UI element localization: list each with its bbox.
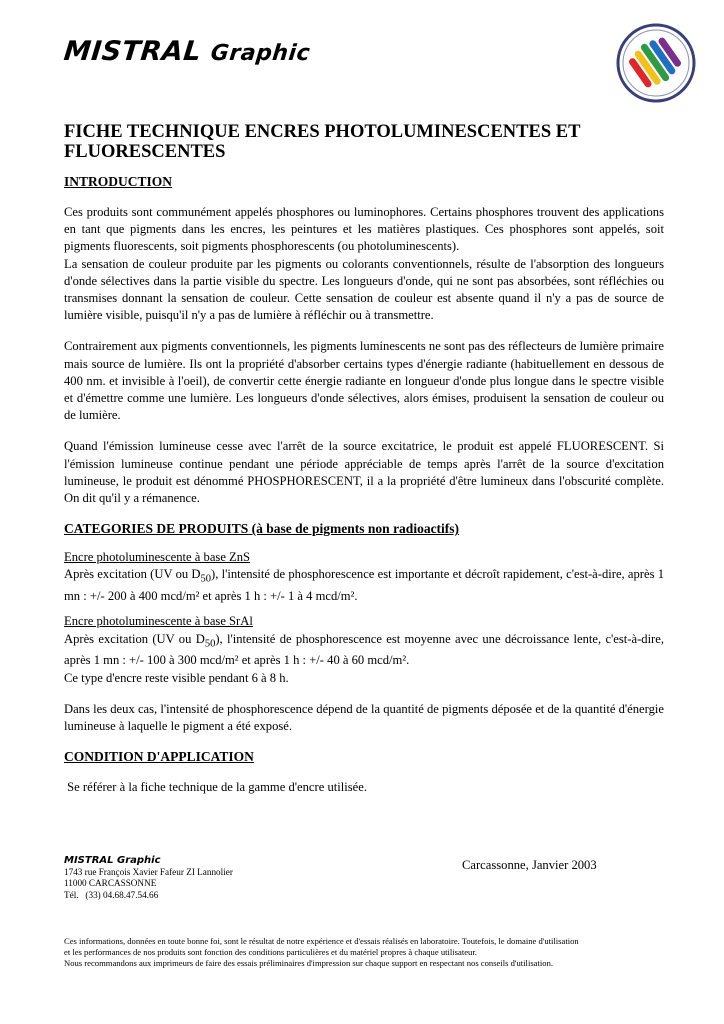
disclaimer (64, 936, 664, 969)
intro-heading: INTRODUCTION (64, 174, 173, 189)
categories-heading-sub: (à base de pigments non radioactifs) (248, 521, 460, 537)
brand-logotype (62, 36, 312, 67)
company-logo-icon (615, 22, 697, 104)
page-title: FICHE TECHNIQUE ENCRES PHOTOLUMINESCENTES ET FLUORESCENTES (64, 122, 581, 162)
categories-heading (64, 521, 664, 537)
intro-paragraph-4: Quand l'émission lumineuse cesse avec l'arrêt de la source excitatrice, le produit est appelé FLUORESCENT. Si l'émission lumineuse continue pendant une période appréciable de temps après l'arrêt de la source d'excitation lumineuse, le produit est dénommé PHOSPHORESCENT, il a la propriété d'être lumineux dans l'obscurité complète. On dit qu'il y a rémanence. (64, 439, 664, 506)
brand-main: MISTRAL (62, 36, 203, 67)
document-body (64, 122, 664, 796)
footer-address-block (64, 855, 233, 901)
footer-brand: MISTRAL Graphic (64, 855, 161, 866)
intro-paragraph-2: La sensation de couleur produite par les pigments ou colorants conventionnels, résulte de l'absorption des longueurs d'onde sélectives dans la partie visible du spectre. Les longueurs d'onde, qui ne sont pas absorbées, sont réfléchies ou transmises donnant la sensation de couleur. Cette sensation de couleur est absente quand il n'y a pas de source de lumière visible, puisqu'il n'y a pas de lumière à réfléchir ou à transmettre. (64, 256, 664, 323)
disclaimer-line-1: Ces informations, données en toute bonne foi, sont le résultat de notre expérience et d'essais réalisés en laboratoire. Toutefois, le domaine d'utilisation (64, 936, 579, 946)
footer-address-line-1: 1743 rue François Xavier Fafeur ZI Lannolier (64, 866, 233, 877)
sral-text-visibility: Ce type d'encre reste visible pendant 6 à 8 h. (64, 670, 289, 685)
footer-address-line-2: 11000 CARCASSONNE (64, 878, 157, 888)
disclaimer-line-2: et les performances de nos produits sont fonction des conditions particulières et du matériel propres à chaque utilisateur. (64, 947, 477, 957)
application-text: Se référer à la fiche technique de la gamme d'encre utilisée. (64, 780, 367, 795)
brand-sub: Graphic (209, 41, 312, 66)
sral-subtitle: Encre photoluminescente à base SrAl (64, 614, 253, 629)
intro-paragraph-1: Ces produits sont communément appelés phosphores ou luminophores. Certains phosphores trouvent des applications en tant que pigments dans les encres, les peintures et les matières plastiques. Ces phosphores sont appelés, soit pigments fluorescents, soit pigments phosphorescents (ou photoluminescents). (64, 205, 664, 254)
footer-phone: Tél. (33) 04.68.47.54.66 (64, 889, 159, 900)
both-cases-paragraph: Dans les deux cas, l'intensité de phosphorescence dépend de la quantité de pigments déposée et de la quantité d'énergie lumineuse à laquelle le pigment a été exposé. (64, 701, 664, 733)
application-heading: CONDITION D'APPLICATION (64, 749, 254, 765)
sral-text: Après excitation (UV ou $D_{50}$), l'intensité de phosphorescence est moyenne avec une décroissance lente, c'est-à-dire, après 1 mn : +/- 100 à 300 mcd/m² et après 1 h : +/- 40 à 60 mcd/m². (64, 631, 664, 668)
disclaimer-line-3: Nous recommandons aux imprimeurs de faire des essais préliminaires d'impression sur chaque support en respectant nos conseils d'utilisation. (64, 958, 554, 968)
intro-paragraph-3: Contrairement aux pigments conventionnels, les pigments luminescents ne sont pas des réflecteurs de lumière primaire mais source de lumière. Ils ont la propriété d'absorber certains types d'énergie radiante (habituellement en dessous de 400 nm. et invisible à l'oeil), de convertir cette énergie radiante en longueur d'onde plus longue dans le spectre visible et d'émettre comme une lumière. Les longueurs d'onde sélectives, alors émises, produisent la sensation de couleur ou de lumière. (64, 339, 664, 423)
zns-text: Après excitation (UV ou $D_{50}$), l'intensité de phosphorescence est importante et décroît rapidement, c'est-à-dire, après 1 mn : +/- 200 à 400 mcd/m² et après 1 h : +/- 1 à 4 mcd/m². (64, 567, 665, 604)
footer-place-date: Carcassonne, Janvier 2003 (462, 858, 597, 872)
categories-heading-main: CATEGORIES DE PRODUITS (64, 521, 249, 537)
zns-subtitle: Encre photoluminescente à base ZnS (64, 550, 251, 565)
